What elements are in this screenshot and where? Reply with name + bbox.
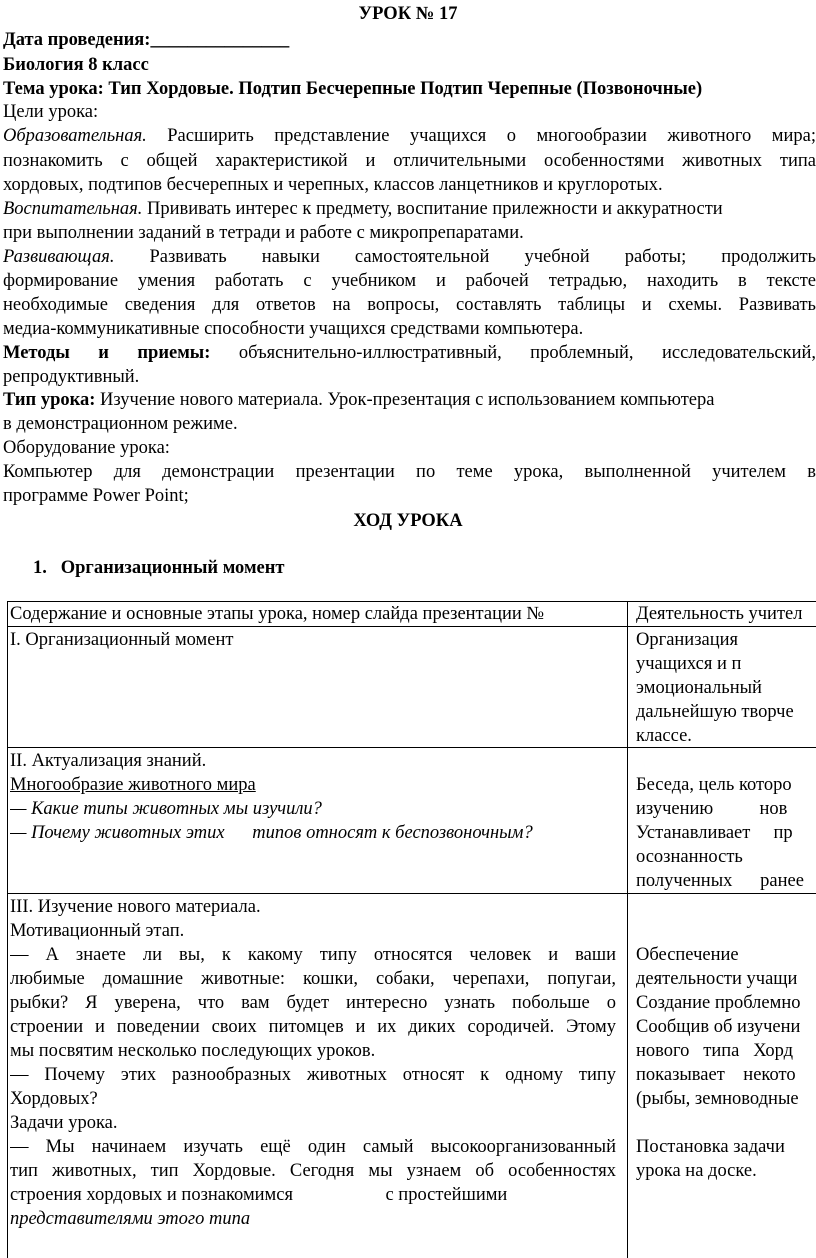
goal-developing-line2: формирование умения работать с учебником и рабочей тетрадью, находить в тексте [3,271,816,291]
goal-upbringing-text1: Прививать интерес к предмету, воспитание прилежности и аккуратности [146,199,723,219]
row3-left-line: строения хордовых и познакомимся с простейшими [10,1185,508,1205]
row3-right-line: Обеспечение [636,945,739,965]
methods-text1: объяснительно-иллюстративный, проблемный, исследовательский, [238,343,816,363]
row1-right-line: учащихся и п [636,654,742,674]
row3-left-line: Задачи урока. [10,1113,118,1133]
progress-heading: ХОД УРОКА [353,511,463,531]
row1-right-line: классе. [636,726,692,746]
row3-right-line: (рыбы, земноводные [636,1089,799,1109]
row3-right-line: нового типа Хорд [636,1041,794,1061]
lesson-type-text1: Изучение нового материала. Урок-презентация с использованием компьютера [100,390,715,410]
row2-right-line: Устанавливает пр [636,823,793,843]
row3-left-line: строении и поведении своих питомцев и их диких сородичей. Этому [10,1017,616,1037]
table-header-divider [7,626,816,627]
row1-right-line: эмоциональный [636,678,762,698]
goal-upbringing-line2: при выполнении заданий в тетради и работе с микропрепаратами. [3,223,524,243]
goal-developing-line3: необходимые сведения для ответов на вопросы, составлять таблицы и схемы. Развивать [3,295,816,315]
row2-question1: — Какие типы животных мы изучили? [10,799,322,819]
row2-subtitle-text: Многообразие животного мира [10,775,256,795]
lesson-type-line1 [3,388,816,412]
goal-educational-line2: познакомить с общей характеристикой и отличительными особенностями животных типа [3,151,816,171]
row3-right-line: показывает некото [636,1065,796,1085]
section1-number: 1. [33,558,47,578]
table-header-content: Содержание и основные этапы урока, номер слайда презентации № [10,604,545,624]
goal-upbringing-line1 [3,197,816,221]
table-column-divider [627,601,628,1258]
row2-right-line: полученных ранее [636,871,804,891]
row3-left-line: мы посвятим несколько последующих уроков. [10,1041,376,1061]
methods-label: Методы и приемы: [3,343,211,363]
row3-left-line: — А знаете ли вы, к какому типу относятся человек и ваши [10,945,616,965]
row3-left-line: Мотивационный этап. [10,921,185,941]
goal-educational-label: Образовательная. [3,126,147,146]
row3-left-line: Хордовых? [10,1089,98,1109]
row3-right-line: урока на доске. [636,1161,757,1181]
row3-left-line: любимые домашние животные: кошки, собаки, черепахи, попугаи, [10,969,616,989]
row2-question2: — Почему животных этих типов относят к беспозвоночным? [10,823,533,843]
date-line [3,28,816,52]
section1-heading [33,556,813,580]
row3-left-line: тип животных, тип Хордовые. Сегодня мы узнаем об особенностях [10,1161,616,1181]
methods-line1 [3,341,816,365]
row3-left-line: — Почему этих разнообразных животных относят к одному типу [10,1065,616,1085]
goal-educational-line1 [3,124,816,148]
row3-right-line: Создание проблемно [636,993,801,1013]
lesson-type-label: Тип урока: [3,390,96,410]
section1-title: Организационный момент [60,558,285,578]
row2-right-line: изучению нов [636,799,788,819]
goal-upbringing-label: Воспитательная. [3,199,143,219]
lesson-type-line2: в демонстрационном режиме. [3,414,238,434]
date-value: _______________ [150,30,290,50]
equipment-line1: Компьютер для демонстрации презентации по теме урока, выполненной учителем в [3,462,816,482]
row3-right-line: Постановка задачи [636,1137,785,1157]
table-header-activity: Деятельность учител [636,604,803,624]
equipment-label: Оборудование урока: [3,438,170,458]
table-row2-divider [7,893,816,894]
goal-educational-text1: Расширить представление учащихся о многообразии животного мира; [167,126,816,146]
equipment-line2: программе Power Point; [3,486,189,506]
lesson-title: УРОК № 17 [358,4,458,24]
row1-right-line: дальнейшую творче [636,702,794,722]
goals-label: Цели урока: [3,102,99,122]
row2-right-line: Беседа, цель которо [636,775,792,795]
row1-right-line: Организация [636,630,739,650]
row2-subtitle [10,773,616,797]
row1-left-text: I. Организационный момент [10,630,234,650]
goal-educational-line3: хордовых, подтипов бесчерепных и черепных, классов ланцетников и круглоротых. [3,175,663,195]
table-border-left [7,601,8,1258]
goal-developing-text1: Развивать навыки самостоятельной учебной работы; продолжить [149,247,816,267]
row2-right-line: осознанность [636,847,743,867]
topic-line: Тема урока: Тип Хордовые. Подтип Бесчерепные Подтип Черепные (Позвоночные) [3,79,703,99]
row3-left-last-line: представителями этого типа [10,1209,251,1229]
row3-left-line: рыбки? Я уверена, что вам будет интересно узнать побольше о [10,993,616,1013]
methods-line2: репродуктивный. [3,367,140,387]
row3-right-line: деятельности учащи [636,969,798,989]
row3-left-line: III. Изучение нового материала. [10,897,261,917]
goal-developing-label: Развивающая. [3,247,115,267]
row2-title: II. Актуализация знаний. [10,751,207,771]
grade-line: Биология 8 класс [3,55,149,75]
date-label: Дата проведения: [3,30,151,50]
goal-developing-line4: медиа-коммуникативные способности учащихся средствами компьютера. [3,319,584,339]
goal-developing-line1 [3,245,816,269]
row3-right-line: Сообщив об изучени [636,1017,801,1037]
row3-left-line: — Мы начинаем изучать ещё один самый высокоорганизованный [10,1137,616,1157]
